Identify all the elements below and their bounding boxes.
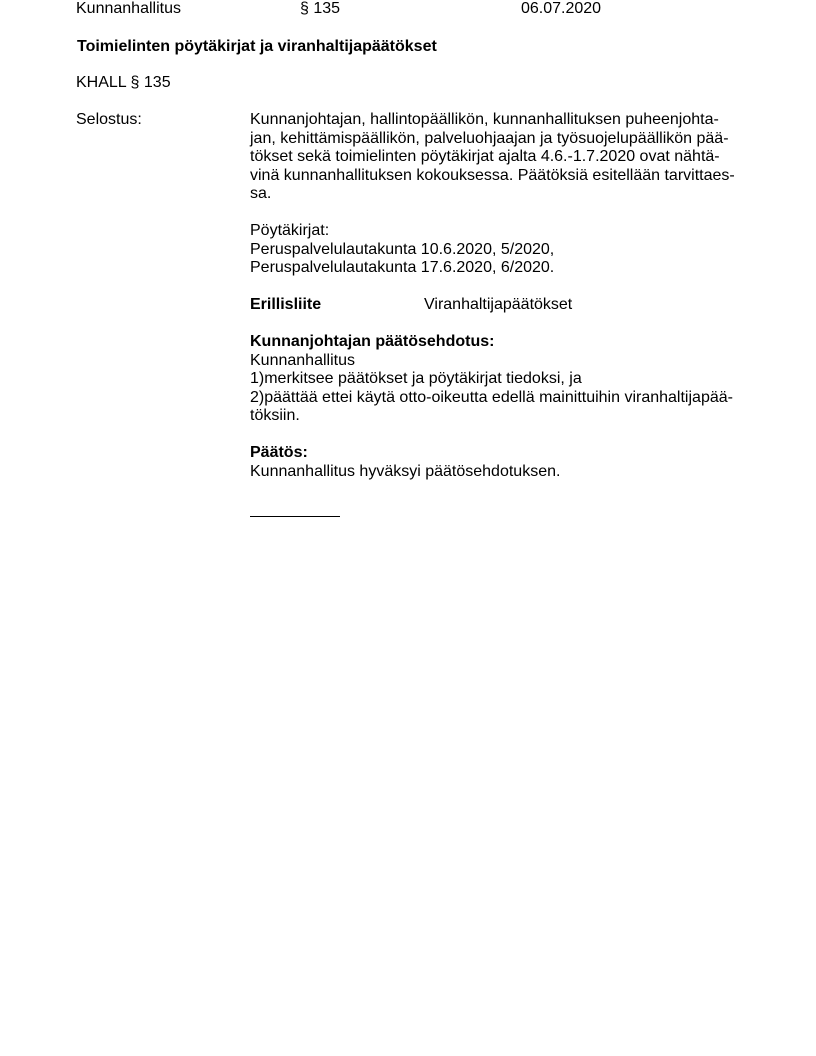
selostus-line: sa. (250, 185, 272, 203)
poytakirja-name: Peruspalvelulautakunta (250, 259, 417, 277)
document-title: Toimielinten pöytäkirjat ja viranhaltijapäätökset (77, 38, 437, 55)
attachment-value: Viranhaltijapäätökset (424, 296, 573, 313)
poytakirja-item (250, 259, 554, 278)
proposal-heading: Kunnanjohtajan päätösehdotus: (250, 333, 495, 350)
poytakirja-detail: 17.6.2020, 6/2020. (420, 259, 555, 277)
selostus-line: vinä kunnanhallituksen kokouksessa. Päätöksiä esitellään tarvittaes- (250, 166, 735, 184)
poytakirjat-section (250, 222, 554, 278)
header-section-number: § 135 (300, 0, 341, 17)
decision-text: Kunnanhallitus hyväksyi päätösehdotuksen. (250, 462, 561, 480)
header-body-name: Kunnanhallitus (76, 0, 181, 17)
signature-rule (250, 516, 340, 517)
poytakirjat-heading: Pöytäkirjat: (250, 222, 330, 239)
proposal-section (250, 333, 733, 426)
poytakirja-detail: 10.6.2020, 5/2020, (420, 240, 555, 258)
proposal-line: Kunnanhallitus (250, 351, 355, 369)
decision-section (250, 444, 560, 481)
selostus-line: tökset sekä toimielinten pöytäkirjat ajalta 4.6.-1.7.2020 ovat nähtä- (250, 148, 720, 166)
selostus-line: Kunnanjohtajan, hallintopäällikön, kunnanhallituksen puheenjohta- (250, 111, 719, 128)
proposal-line: 2)päättää ettei käytä otto-oikeutta edellä mainittuihin viranhaltijapää- (250, 388, 733, 406)
decision-heading: Päätös: (250, 444, 308, 461)
reference-label: KHALL § 135 (76, 74, 171, 91)
poytakirja-name: Peruspalvelulautakunta (250, 240, 417, 258)
selostus-label: Selostus: (76, 111, 142, 128)
attachment-label: Erillisliite (250, 296, 322, 313)
proposal-line: töksiin. (250, 407, 300, 425)
poytakirja-item (250, 241, 554, 260)
selostus-line: jan, kehittämispäällikön, palveluohjaajan ja työsuojelupäällikön pää- (250, 129, 729, 147)
header-date: 06.07.2020 (521, 0, 602, 17)
proposal-line: 1)merkitsee päätökset ja pöytäkirjat tiedoksi, ja (250, 370, 582, 388)
selostus-text (250, 111, 735, 204)
